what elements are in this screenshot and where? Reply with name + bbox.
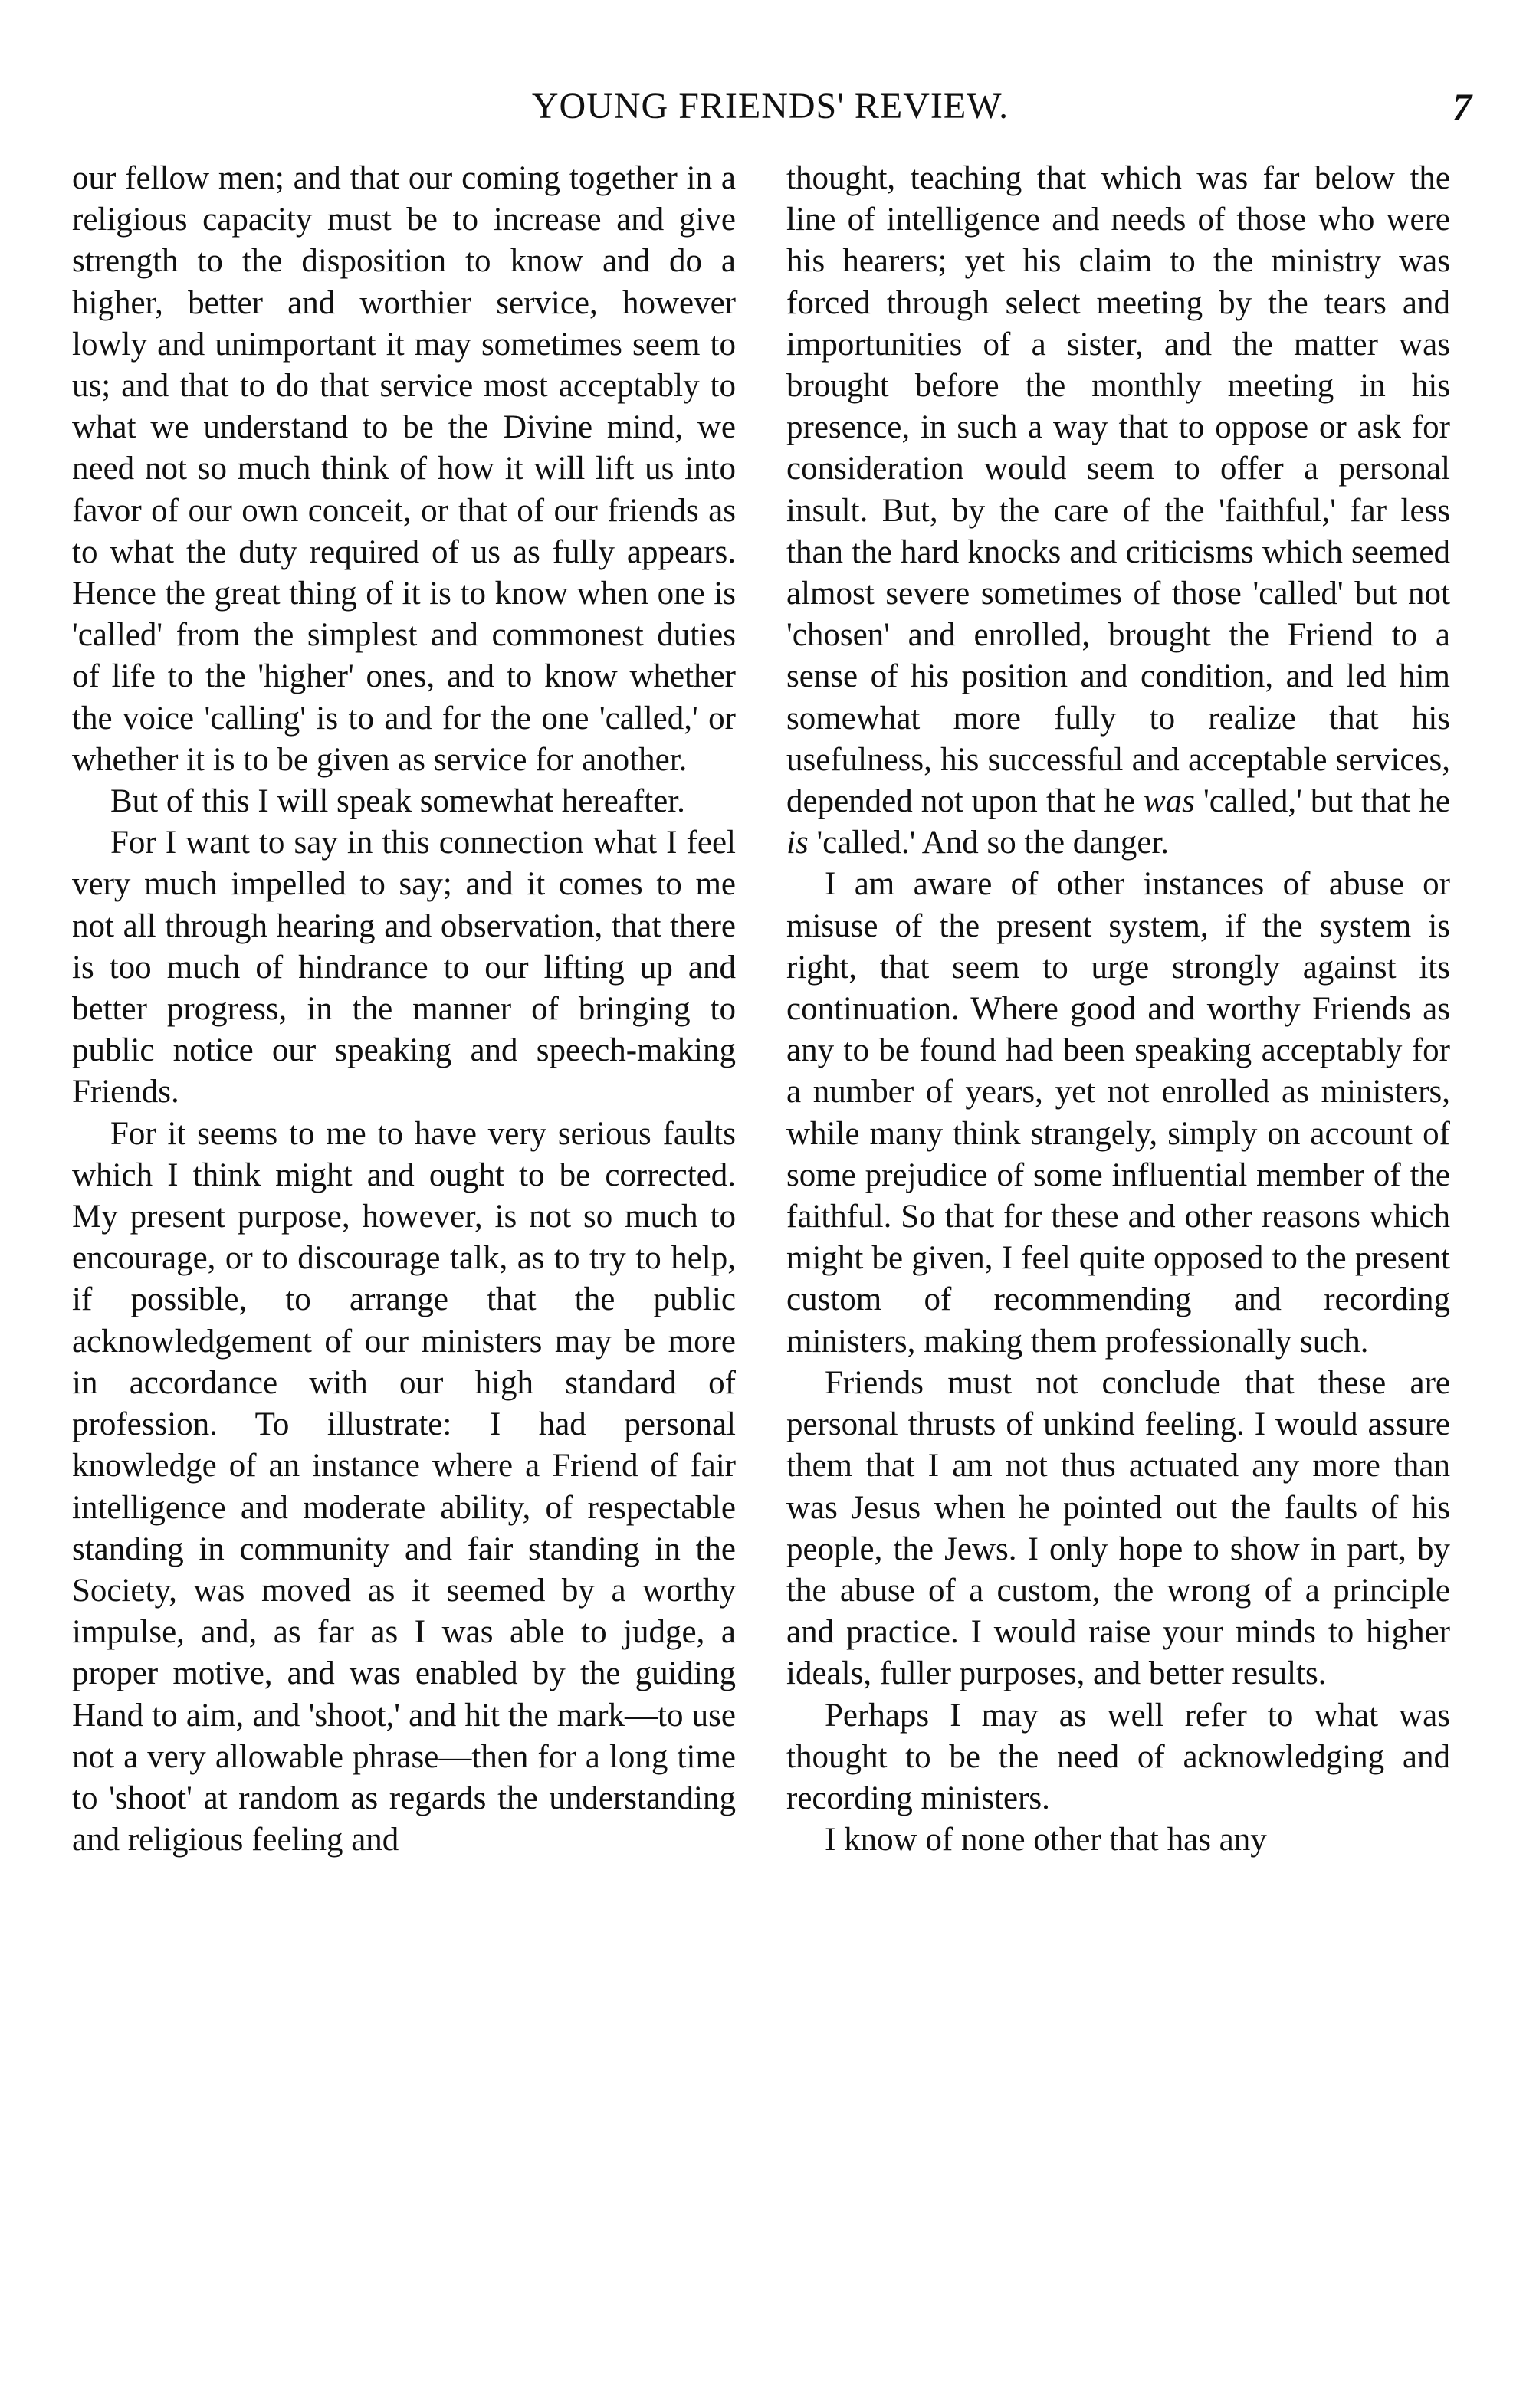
paragraph: For it seems to me to have very serious faults which I think might and ought to be corrected. My present purpose, however, is not so much to encourage, or to discourage talk, as to try to help, if possible, to arrange that the public acknowledgement of our ministers may be more in accordance with our high standard of profession. To illustrate: I had personal knowledge of an instance where a Friend of fair intelligence and moderate ability, of respectable standing in community and fair standing in the Society, was moved as it seemed by a worthy impulse, and, as far as I was able to judge, a proper motive, and was enabled by the guiding Hand to aim, and 'shoot,' and hit the mark—to use not a very allowable phrase—then for a long time to 'shoot' at random as regards the understanding and religious feeling and xyxy=(72,1115,736,1858)
paragraph: But of this I will speak somewhat hereafter. xyxy=(110,783,685,820)
right-column xyxy=(786,158,1450,1861)
paragraph: I am aware of other instances of abuse or misuse of the present system, if the system is right, that seem to urge strongly against its continuation. Where good and worthy Friends as any to be found had been speaking acceptably for a number of years, yet not enrolled as ministers, while many think strangely, simply on account of some prejudice of some influential member of the faithful. So that for these and other reasons which might be given, I feel quite opposed to the present custom of recommending and recording ministers, making them professionally such. xyxy=(786,866,1450,1360)
paragraph: Perhaps I may as well refer to what was thought to be the need of acknowledging and recording ministers. xyxy=(786,1697,1450,1816)
paragraph: Friends must not conclude that these are personal thrusts of unkind feeling. I would assure them that I am not thus actuated any more than was Jesus when he pointed out the faults of his people, the Jews. I only hope to show in part, by the abuse of a custom, the wrong of a principle and practice. I would raise your minds to higher ideals, fuller purposes, and better results. xyxy=(786,1364,1450,1692)
paragraph: our fellow men; and that our coming together in a religious capacity must be to increase and give strength to the disposition to know and do a higher, better and worthier service, however lowly and unimportant it may sometimes seem to us; and that to do that service most acceptably to what we understand to be the Divine mind, we need not so much think of how it will lift us into favor of our own conceit, or that of our friends as to what the duty required of us as fully appears. Hence the great thing of it is to know when one is 'called' from the simplest and commonest duties of life to the 'higher' ones, and to know whether the voice 'calling' is to and for the one 'called,' or whether it is to be given as service for another. xyxy=(72,160,736,778)
page-header xyxy=(69,83,1472,136)
paragraph xyxy=(786,158,1450,864)
text-span: 'called,' but that he xyxy=(1194,783,1451,820)
text-span: thought, teaching that which was far below the line of intelligence and needs of those who were his hearers; yet his claim to the ministry was forced through select meeting by the tears and importunities of a sister, and the matter was brought before the monthly meeting in his presence, in such a way that to oppose or ask for consideration would seem to offer a personal insult. But, by the care of the 'faithful,' far less than the hard knocks and criticisms which seemed almost severe sometimes of those 'called' but not 'chosen' and enrolled, brought the Friend to a sense of his position and condition, and led him somewhat more fully to realize that his usefulness, his successful and acceptable services, depended not upon that he xyxy=(786,160,1450,820)
italic-word: is xyxy=(786,825,809,861)
text-span: 'called.' And so the danger. xyxy=(808,825,1170,861)
page-number: 7 xyxy=(1452,85,1472,128)
paragraph: For I want to say in this connection what I feel very much impelled to say; and it comes to me not all through hearing and observation, that there is too much of hindrance to our lifting up and better progress, in the manner of bringing to public notice our speaking and speech-making Friends. xyxy=(72,825,736,1111)
running-title: YOUNG FRIENDS' REVIEW. xyxy=(531,86,1009,126)
left-column xyxy=(72,158,736,1861)
paragraph: I know of none other that has any xyxy=(825,1822,1267,1858)
italic-word: was xyxy=(1144,783,1195,820)
